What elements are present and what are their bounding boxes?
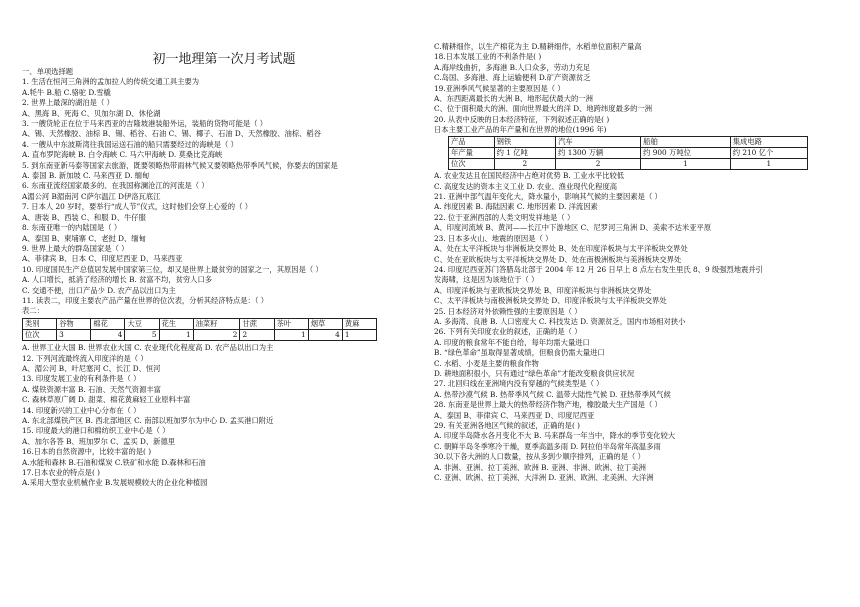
question-line: A.海岸线曲折，多海港 B.人口众多，劳动力充足 — [434, 62, 591, 72]
question-line: 5. 到东南亚新马泰等国家去旅游，既要领略热带雨林气候又要领略热带季风气候，你要去的国家是 — [22, 160, 338, 170]
question-line: 日本主要工业产品的年产量和在世界的地位(1996 年) — [434, 125, 607, 135]
question-line: 22. 位于亚洲西部的人类文明发祥地是（ ） — [434, 212, 575, 222]
question-line: 20. 从表中反映的日本经济特征，下列叙述正确的是( ) — [434, 114, 610, 124]
question-line: 9. 世界上最大的群岛国家是（ ） — [22, 243, 129, 253]
question-line: A. 印度的粮食常年不能自给，每年均需大量进口 — [434, 337, 590, 347]
question-line: C.精耕细作，以生产棉花为主 D.精耕细作，水稻单位面积产量高 — [434, 42, 642, 51]
table-cell: 位次 — [23, 329, 57, 340]
table-cell: 1 — [274, 329, 308, 340]
question-line: 29. 有关亚洲各地区气候的叙述，正确的是( ) — [434, 421, 580, 431]
question-line: 7. 日本人 20 岁时，要举行“成人节”仪式，这时他们会穿上心爱的（ ） — [22, 202, 252, 212]
table-cell: 产品 — [449, 136, 495, 147]
table-cell: 4 — [91, 329, 125, 340]
crop-table-rank-row — [23, 329, 377, 340]
question-line: C. 交通不便，出口产品少 D. 农产品以出口为主 — [22, 285, 176, 295]
question-line: A.牦牛 B.船 C.骆驼 D.雪橇 — [22, 87, 111, 97]
question-line: A. 纬度因素 B. 海陆因素 C. 地形因素 D. 洋流因素 — [434, 202, 598, 212]
question-line: 26. 下列有关印度农业的叙述，正确的是（ ） — [434, 327, 582, 337]
question-line: A、加尔各答 B、班加罗尔 C、孟买 D、新德里 — [22, 436, 176, 446]
question-line: 16.日本的自然资源中，比较丰富的是( ) — [22, 447, 152, 457]
question-line: 24. 印度尼西亚苏门答腊岛北部于 2004 年 12 月 26 日早上 8 点左右发生里氏 8、9 级强烈地震并引 — [434, 264, 763, 274]
question-line: 28. 东南亚是世界上最大的热带经济作物产地，橡胶最大生产国是（ ） — [434, 400, 662, 410]
question-line: 2. 世界上最深的湖泊是（ ） — [22, 98, 114, 108]
table-cell: 4 — [308, 329, 342, 340]
left-question-block-2 — [22, 343, 426, 489]
right-column — [434, 0, 854, 483]
industry-table-header-row — [449, 136, 808, 147]
table-cell: 约 1 亿吨 — [494, 147, 555, 158]
table-cell: 黄麻 — [342, 318, 376, 329]
table-cell: 1 — [342, 329, 376, 340]
table-cell: 大豆 — [125, 318, 159, 329]
table-cell: 3 — [57, 329, 91, 340]
question-line: B. “绿色革命”虽取得显著成绩，但粮食仍需大量进口 — [434, 348, 605, 358]
question-line: A.采用大型农业机械作业 B.发展规模较大的企业化种植园 — [22, 478, 208, 488]
exam-title: 初一地理第一次月考试题 — [152, 52, 296, 67]
question-line: A、黑海 B、死海 C、贝加尔湖 D、休伦湖 — [22, 108, 161, 118]
industry-table-rank-row — [449, 159, 808, 170]
question-line: C. 亚洲、欧洲、拉丁美洲、大洋洲 D. 亚洲、欧洲、北美洲、大洋洲 — [434, 473, 654, 483]
question-line: 10. 印度国民生产总值居发展中国家第三位，却又是世界上最贫穷的国家之一，其原因是（ ） — [22, 264, 323, 274]
question-line: 23. 日本多火山、地震的原因是（ ） — [434, 233, 553, 243]
table-cell: 1 — [641, 159, 731, 170]
table-cell: 2 — [494, 159, 555, 170]
table-cell: 1 — [730, 159, 807, 170]
table-cell: 2 — [556, 159, 641, 170]
question-line: C.岛国、多海港、海上运输便利 D.矿产资源贫乏 — [434, 73, 591, 83]
question-line: D. 耕地面积很小，只有通过“绿色革命”才能改变粮食供应状况 — [434, 368, 635, 378]
question-line: 21. 亚洲中部气温年变化大，降水量小，影响其气候的主要因素是（ ） — [434, 192, 662, 202]
question-line: A湄公河 B湄南河 C萨尔温江 D伊洛瓦底江 — [22, 191, 161, 201]
table-cell: 烟草 — [308, 318, 342, 329]
table-cell: 位次 — [449, 159, 495, 170]
table-cell: 油菜籽 — [193, 318, 240, 329]
question-line: A. 东北部煤铁产区 B. 西北部地区 C. 南部以班加罗尔为中心 D. 孟买港口附近 — [22, 416, 274, 425]
table-cell: 花生 — [159, 318, 193, 329]
table-cell: 谷物 — [57, 318, 91, 329]
table-cell: 约 900 万吨位 — [641, 147, 731, 158]
question-line: 6. 东南亚流经国家最多的、在我国称澜沧江的河流是（ ） — [22, 181, 209, 191]
question-line: C、处在亚欧板块与太平洋板块交界处 D、处在南极洲板块与美洲板块交界处 — [434, 254, 682, 264]
question-line: A. 直布罗陀海峡 B. 白令海峡 C. 马六甲海峡 D. 莫桑比克海峡 — [22, 150, 223, 160]
question-line: C. 朝鲜半岛冬季寒冷干燥，夏季高温多雨 D. 阿拉伯半岛常年高温多雨 — [434, 441, 661, 451]
question-line: 3. 一艘货轮正在位于马来西亚的吉隆坡港装船外运，装船的货物可能是（ ） — [22, 119, 268, 129]
right-question-block-1 — [434, 42, 854, 136]
question-line: A、东西距离最长的大洲 B、地形起伏最大的一洲 — [434, 94, 593, 104]
question-line: C、太平洋板块与南极洲板块交界处 D、印度洋板块与太平洋板块交界处 — [434, 296, 667, 306]
question-line: A. 热带沙漠气候 B. 热带季风气候 C. 温带大陆性气候 D. 亚热带季风气候 — [434, 389, 671, 399]
question-line: A. 非洲、亚洲、拉丁美洲、欧洲 B. 亚洲、非洲、欧洲、拉丁美洲 — [434, 462, 646, 472]
table-cell: 汽车 — [556, 136, 641, 147]
japan-industry-table — [448, 136, 808, 171]
question-line: 18.日本发展工业的不利条件是( ) — [434, 52, 542, 62]
question-line: 表二： — [22, 306, 44, 316]
question-line: A. 世界工业大国 B. 世界农业大国 C. 农业现代化程度高 D. 农产品以出口为主 — [22, 343, 274, 353]
industry-table-output-row — [449, 147, 808, 158]
table-cell: 茶叶 — [274, 318, 308, 329]
question-line: A. 多海湾、良港 B. 人口密度大 C. 科技发达 D. 资源贫乏，国内市场相对狭小 — [434, 316, 686, 326]
table-cell: 类别 — [23, 318, 57, 329]
table-cell: 钢铁 — [494, 136, 555, 147]
question-line: C、位于面积最大的洲、面向世界最大的洋 D、地跨纬度最多的一洲 — [434, 104, 653, 114]
table-cell: 船舶 — [641, 136, 731, 147]
question-line: C. 水稻、小麦是主要的粮食作物 — [434, 358, 539, 368]
table-cell: 集成电路 — [730, 136, 807, 147]
table-cell: 约 1300 万辆 — [556, 147, 641, 158]
table-cell: 2 — [193, 329, 240, 340]
question-line: 4. 一艘从中东波斯湾往我国运送石油的船只需要经过的海峡是（ ） — [22, 139, 238, 149]
question-line: A、印度洋板块与亚欧板块交界处 B、印度洋板块与非洲板块交界处 — [434, 285, 652, 295]
right-question-block-2 — [434, 171, 854, 483]
question-line: C. 森林草原广阔 D. 甜菜、棉花黄麻轻工业原料丰富 — [22, 395, 191, 405]
table-cell: 1 — [159, 329, 193, 340]
question-line: 15. 印度最大的港口和棉纺织工业中心是（ ） — [22, 426, 170, 436]
question-line: 27. 北回归线在亚洲境内没有穿越的气候类型是（ ） — [434, 379, 604, 389]
question-line: 19.亚洲季风气候显著的主要原因是（ ） — [434, 83, 565, 93]
question-line: A、泰国 B、菲律宾 C、马来西亚 D、印度尼西亚 — [434, 410, 595, 420]
question-line: A、印度河流域 B、黄河——长江中下游地区 C、尼罗河三角洲 D、美索不达米亚平原 — [434, 223, 712, 233]
question-line: A. 泰国 B. 新加坡 C. 马来西亚 D. 缅甸 — [22, 171, 150, 181]
question-line: 12. 下列河流最终流入印度洋的是（ ） — [22, 353, 148, 363]
question-line: A、处在太平洋板块与非洲板块交界处 B、处在印度洋板块与太平洋板块交界处 — [434, 244, 688, 254]
question-line: A、泰国 B、柬埔寨 C、老挝 D、缅甸 — [22, 233, 146, 243]
question-line: A. 煤铁资源丰富 B. 石油、天然气资源丰富 — [22, 384, 161, 394]
question-line: 11. 读表二，印度主要农产品产量在世界的位次表，分析其经济特点是：（ ） — [22, 295, 269, 305]
table-cell: 甘蔗 — [240, 318, 274, 329]
question-line: A. 人口增长，抵消了经济的增长 B. 贫富不均，贫穷人口多 — [22, 275, 213, 285]
question-line: A. 农业发达且在国民经济中占绝对优势 B. 工业水平比较低 — [434, 171, 625, 181]
question-line: 25. 日本经济对外依赖性强的主要原因是（ ） — [434, 306, 582, 316]
question-line: 13. 印度发展工业的有利条件是（ ） — [22, 374, 141, 384]
question-line: A. 印度半岛降水各月变化不大 B. 马来群岛一年当中，降水的季节变化较大 — [434, 431, 676, 441]
question-line: A、锡、天然橡胶、油棕 B、锡、稻谷、石油 C、锡、椰子、石油 D、天然橡胶、油棕、稻谷 — [22, 129, 322, 139]
table-cell: 5 — [125, 329, 159, 340]
question-line: 14. 印度新兴的工业中心分布在（ ） — [22, 405, 141, 415]
table-cell: 约 210 亿个 — [730, 147, 807, 158]
question-line: A、菲律宾 B、日本 C、印度尼西亚 D、马来西亚 — [22, 254, 183, 264]
question-line: 一、单项选择题 — [22, 67, 74, 76]
question-line: 17.日本农业的特点是( ) — [22, 468, 100, 478]
question-line: 1. 生活在恒河三角洲的孟加拉人的传统交通工具主要为 — [22, 77, 200, 87]
left-question-block-1 — [22, 67, 426, 317]
question-line: 8. 东南亚唯一的内陆国是（ ） — [22, 223, 122, 233]
question-line: A.水能和森林 B.石油和煤炭 C.铁矿和水能 D.森林和石油 — [22, 457, 206, 467]
table-cell: 2 — [240, 329, 274, 340]
question-line: A、湄公河 B、叶尼塞河 C、长江 D、恒河 — [22, 363, 161, 373]
question-line: 发海啸，这是因为该地位于（ ） — [434, 275, 539, 285]
table-cell: 年产量 — [449, 147, 495, 158]
question-line: 30.以下各大洲的人口数量，按从多到少顺序排列，正确的是（ ） — [434, 452, 645, 462]
question-line: C. 高度发达的资本主义工业 D. 农业、渔业现代化程度高 — [434, 181, 618, 191]
crop-table-header-row — [23, 318, 377, 329]
table-cell: 棉花 — [91, 318, 125, 329]
crop-rank-table — [22, 318, 377, 341]
question-line: A、唐装 B、西装 C、和服 D、牛仔服 — [22, 212, 146, 222]
left-column — [22, 0, 426, 489]
